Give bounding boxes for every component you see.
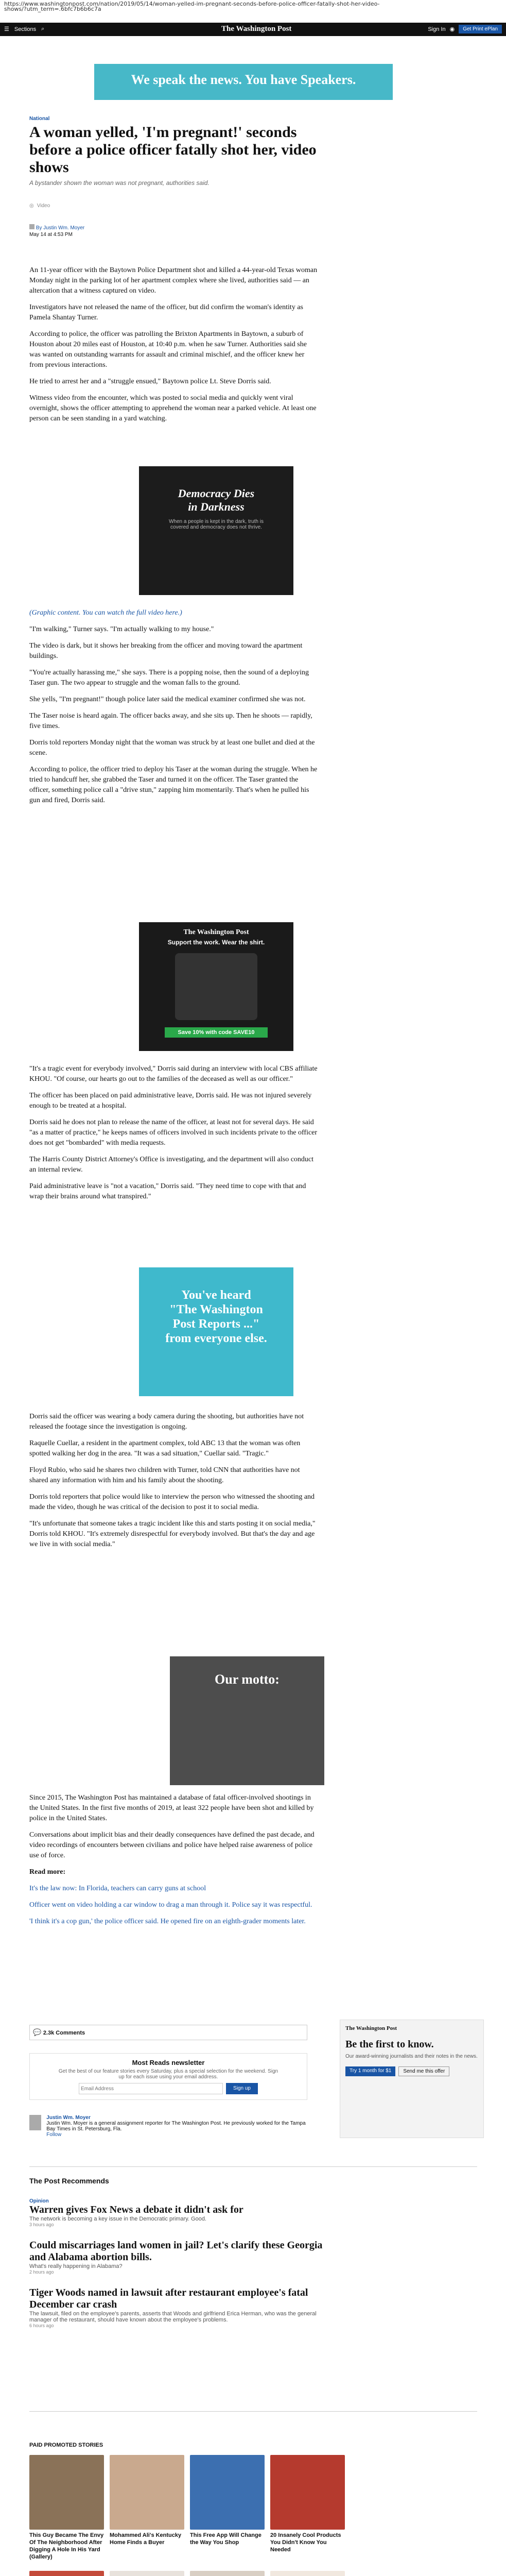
paragraph: He tried to arrest her and a "struggle ensued," Baytown police Lt. Steve Dorris said. <box>29 378 271 385</box>
rec-label: Opinion <box>29 2198 49 2204</box>
photo-note: Video <box>37 203 50 209</box>
sections-menu[interactable] <box>4 26 44 32</box>
promo-caption[interactable]: This Free App Will Change the Way You Shop <box>190 2532 261 2546</box>
shirt-image <box>175 953 257 1020</box>
promo-card[interactable] <box>110 2571 184 2576</box>
article-body-2 <box>29 608 318 812</box>
read-more-label: Read more: <box>29 1868 66 1876</box>
site-logo[interactable]: The Washington Post <box>221 25 292 33</box>
rec-item[interactable] <box>29 2287 338 2328</box>
paragraph: Witness video from the encounter, which was posted to social media and quickly went viral overnight, shows the officer attempting to apprehend the woman near a parked vehicle. At least one person can be seen standing in a yard watching. <box>29 394 317 422</box>
rail-first-desc: Our award-winning journalists and their notes in the news. <box>345 2054 478 2059</box>
newsletter-title: Most Reads newsletter <box>132 2059 205 2066</box>
byline <box>29 224 318 238</box>
rail-offer-button[interactable]: Send me this offer <box>398 2066 449 2076</box>
subscribe-button[interactable]: Get Print ePlan <box>459 25 502 33</box>
promo-card[interactable] <box>270 2571 345 2576</box>
share-icon[interactable]: ◎ <box>29 203 34 209</box>
paragraph: Dorris said he does not plan to release the name of the officer, at least not for several days. He said "as a matter of practice," he keeps names of officers involved in such incidents private to the officer does not get "bombarded" with media requests. <box>29 1118 318 1147</box>
read-more-link[interactable]: Officer went on video holding a car window to drag a man through it. Police say it was respectful. <box>29 1901 312 1909</box>
promo-image <box>190 2571 265 2576</box>
ad-line-2: in Darkness <box>188 500 245 513</box>
rail-trial-button[interactable]: Try 1 month for $1 <box>345 2066 395 2076</box>
promo-caption[interactable]: Mohammed Ali's Kentucky Home Finds a Buyer <box>110 2532 182 2546</box>
post-recommends <box>29 2177 338 2328</box>
rec-desc: The lawsuit, filed on the employee's parents, asserts that Woods and girlfriend Erica Herman, who was the general manager of the restaurant, should have known about the employee's problems. <box>29 2311 317 2323</box>
author-bio: Justin Wm. Moyer is a general assignment reporter for The Washington Post. He previously worked for the Tampa Bay Times in St. Petersburg, Fla. <box>46 2121 306 2132</box>
newsletter-desc: Get the best of our feature stories every Saturday, plus a special selection for the weekend. Sign up for each issue using your email address. <box>58 2069 278 2080</box>
motto-ad[interactable] <box>170 1656 324 1785</box>
rec-title[interactable]: Could miscarriages land women in jail? Let's clarify these Georgia and Alabama abortion bills. <box>29 2240 323 2263</box>
promo-caption[interactable]: 20 Insanely Cool Products You Didn't Know You Needed <box>270 2532 341 2553</box>
paragraph: Conversations about implicit bias and their deadly consequences have defined the past decade, and video recordings of encounters between civilians and police have helped raise awareness of police use of force. <box>29 1831 315 1859</box>
ad-line-1: Democracy Dies <box>178 487 255 500</box>
sections-label[interactable]: Sections <box>14 26 37 32</box>
article-header <box>29 116 318 238</box>
paragraph: "I'm walking," Turner says. "I'm actually walking to my house." <box>29 625 214 633</box>
paragraph: Paid administrative leave is "not a vacation," Dorris said. "They need time to cope with that and wrap their brains around what transpired." <box>29 1182 306 1200</box>
comments-count: 2.3k Comments <box>43 2030 85 2036</box>
promo-image <box>270 2571 345 2576</box>
comments-button[interactable] <box>29 2025 307 2040</box>
rec-item[interactable] <box>29 2240 338 2275</box>
user-icon[interactable]: ◉ <box>449 26 455 32</box>
ad4-text: Our motto: <box>215 1672 280 1687</box>
search-icon[interactable]: ⌕ <box>41 26 45 32</box>
sign-in-link[interactable]: Sign In <box>428 26 446 32</box>
signup-button[interactable]: Sign up <box>226 2083 258 2094</box>
paragraph: She yells, "I'm pregnant!" though police later said the medical examiner confirmed she was not. <box>29 696 306 703</box>
paragraph: The Harris County District Attorney's Office is investigating, and the department will also conduct an internal review. <box>29 1156 314 1174</box>
promo-card[interactable] <box>110 2455 184 2546</box>
author-avatar <box>29 224 34 229</box>
video-credit[interactable]: (Graphic content. You can watch the full video here.) <box>29 609 182 617</box>
author-avatar <box>29 2115 41 2130</box>
author-name[interactable]: Justin Wm. Moyer <box>46 2115 91 2121</box>
promo-image <box>190 2455 265 2530</box>
url-bar[interactable] <box>0 0 506 13</box>
top-banner-ad[interactable] <box>94 64 393 100</box>
paragraph: The Taser noise is heard again. The officer backs away, and she sits up. Then he shoots — rapidly, five times. <box>29 712 312 730</box>
headline: A woman yelled, 'I'm pregnant!' seconds before a police officer fatally shot her, video shows <box>29 124 317 176</box>
shirt-ad[interactable] <box>139 922 293 1051</box>
paragraph: Dorris told reporters Monday night that the woman was struck by at least one bullet and died at the scene. <box>29 739 315 757</box>
rail-subscribe-box <box>340 2020 484 2138</box>
promo-image <box>29 2571 104 2576</box>
promo-image <box>270 2455 345 2530</box>
rec-meta: 3 hours ago <box>29 2222 54 2227</box>
menu-icon[interactable]: ☰ <box>4 26 9 32</box>
rec-desc: What's really happening in Alabama? <box>29 2263 123 2269</box>
paragraph: According to police, the officer was patrolling the Brixton Apartments in Baytown, a suburb of Houston about 20 miles east of Houston, at 10:40 p.m. when he saw Turner. Authorities said she was wanted on outstanding warrants for assault and criminal mischief, and the officer knew her from previous interactions. <box>29 330 307 369</box>
article-kicker[interactable]: National <box>29 116 50 122</box>
rec-meta: 6 hours ago <box>29 2323 54 2328</box>
recommends-header: The Post Recommends <box>29 2177 109 2185</box>
ad2-head: The Washington Post <box>183 928 249 936</box>
rec-desc: The network is becoming a key issue in the Democratic primary. Good. <box>29 2216 206 2222</box>
read-more-link[interactable]: It's the law now: In Florida, teachers can carry guns at school <box>29 1885 206 1892</box>
rec-meta: 2 hours ago <box>29 2269 54 2275</box>
article-body-4 <box>29 1412 318 1556</box>
byline-date: May 14 at 4:53 PM <box>29 232 73 238</box>
paragraph: An 11-year officer with the Baytown Police Department shot and killed a 44-year-old Texas woman Monday night in the parking lot of her apartment complex where she lived, authorities said — an altercation that a witness captured on video. <box>29 266 318 295</box>
comment-icon: 💬 <box>33 2028 42 2036</box>
ad2-line: Support the work. Wear the shirt. <box>167 939 265 946</box>
paragraph: Dorris said the officer was wearing a body camera during the shooting, but authorities have not released the footage since the investigation is ongoing. <box>29 1413 304 1431</box>
newsletter-box <box>29 2053 307 2100</box>
author-link[interactable]: By Justin Wm. Moyer <box>36 225 85 231</box>
paragraph: Floyd Rubio, who said he shares two children with Turner, told CNN that authorities have not shared any information with him and his family about the shooting. <box>29 1466 300 1484</box>
post-reports-ad[interactable] <box>139 1267 293 1396</box>
paragraph: Dorris told reporters that police would like to interview the person who witnessed the shooting and made the video, though he was critical of the decision to post it to social media. <box>29 1493 315 1511</box>
promoted-header: PAID PROMOTED STORIES <box>29 2442 103 2448</box>
ad3-line-2: "The Washington <box>169 1303 263 1316</box>
paragraph: "It's unfortunate that someone takes a tragic incident like this and starts posting it on social media," Dorris told KHOU. "It's extremely disrespectful for everybody involved. But that's the day and age we live in with social media." <box>29 1520 316 1548</box>
ad-note: When a people is kept in the dark, truth is covered and democracy does not thrive. <box>169 519 264 530</box>
url-line-2: shows/?utm_term=.6bfc7b6b6c7a <box>4 6 101 12</box>
rail-first-title: Be the first to know. <box>345 2039 434 2050</box>
url-line-1: https://www.washingtonpost.com/nation/2019/05/14/woman-yelled-im-pregnant-seconds-before-police-officer-fatally-shot-her-video- <box>4 1 380 7</box>
article-body-1 <box>29 265 318 430</box>
read-more-link[interactable]: 'I think it's a cop gun,' the police officer said. He opened fire on an eighth-grader moments later. <box>29 1918 306 1925</box>
paragraph: The video is dark, but it shows her breaking from the officer and moving toward the apartment buildings. <box>29 642 303 660</box>
rec-title[interactable]: Tiger Woods named in lawsuit after restaurant employee's fatal December car crash <box>29 2287 308 2310</box>
promo-image <box>110 2455 184 2530</box>
paragraph: The officer has been placed on paid administrative leave, Dorris said. He was not injured severely enough to be treated at a hospital. <box>29 1092 312 1110</box>
banner-ad-text: We speak the news. You have Speakers. <box>131 72 356 87</box>
paragraph: Since 2015, The Washington Post has maintained a database of fatal officer-involved shootings in the United States. In the first five months of 2019, at least 322 people have been shot and killed by police in the United States. <box>29 1794 314 1822</box>
paragraph: Raquelle Cuellar, a resident in the apartment complex, told ABC 13 that the woman was often spotted walking her dog in the area. "It was a sad situation," Cuellar said. "Tragic." <box>29 1439 301 1458</box>
top-navbar <box>0 23 506 36</box>
article-body-3 <box>29 1064 318 1208</box>
email-input[interactable] <box>79 2083 223 2094</box>
promo-card[interactable] <box>190 2571 265 2576</box>
paragraph: Investigators have not released the name of the officer, but did confirm the woman's identity as Pamela Shantay Turner. <box>29 303 303 321</box>
promo-caption[interactable]: This Guy Became The Envy Of The Neighborhood After Digging A Hole In His Yard (Gallery) <box>29 2532 104 2560</box>
ad2-cta[interactable]: Save 10% with code SAVE10 <box>165 1027 268 1038</box>
paragraph: "You're actually harassing me," she says. There is a popping noise, then the sound of a deploying Taser gun. The two appear to struggle and the woman falls to the ground. <box>29 669 309 687</box>
promo-card[interactable] <box>270 2455 345 2553</box>
rail-ad-text: The Washington Post <box>345 2025 397 2031</box>
rec-item[interactable] <box>29 2198 338 2227</box>
article-body-5 <box>29 1793 318 1933</box>
share-bar <box>29 203 318 209</box>
promo-card[interactable] <box>29 2571 104 2576</box>
paragraph: "It's a tragic event for everybody involved," Dorris said during an interview with local CBS affiliate KHOU. "Of course, our hearts go out to the families of the deceased as well as our officer." <box>29 1065 318 1083</box>
ad3-line-1: You've heard <box>181 1289 251 1302</box>
rec-title[interactable]: Warren gives Fox News a debate it didn't ask for <box>29 2204 243 2215</box>
paragraph: According to police, the officer tried to deploy his Taser at the woman during the struggle. When he tried to handcuff her, she grabbed the Taser and turned it on the officer. The Taser granted the officer, something police call a "drive stun," zapping him momentarily. That's when he pulled his gun and fired, Dorris said. <box>29 766 318 804</box>
author-box <box>29 2115 307 2138</box>
promo-card[interactable] <box>29 2455 104 2561</box>
promo-image <box>110 2571 184 2576</box>
promo-image <box>29 2455 104 2530</box>
ad3-line-4: from everyone else. <box>165 1332 267 1345</box>
democracy-ad[interactable] <box>139 466 293 595</box>
promo-card[interactable] <box>190 2455 265 2546</box>
article-dek: A bystander shown the woman was not pregnant, authorities said. <box>29 179 210 187</box>
ad3-line-3: Post Reports ..." <box>172 1317 260 1331</box>
follow-link[interactable]: Follow <box>46 2132 62 2138</box>
